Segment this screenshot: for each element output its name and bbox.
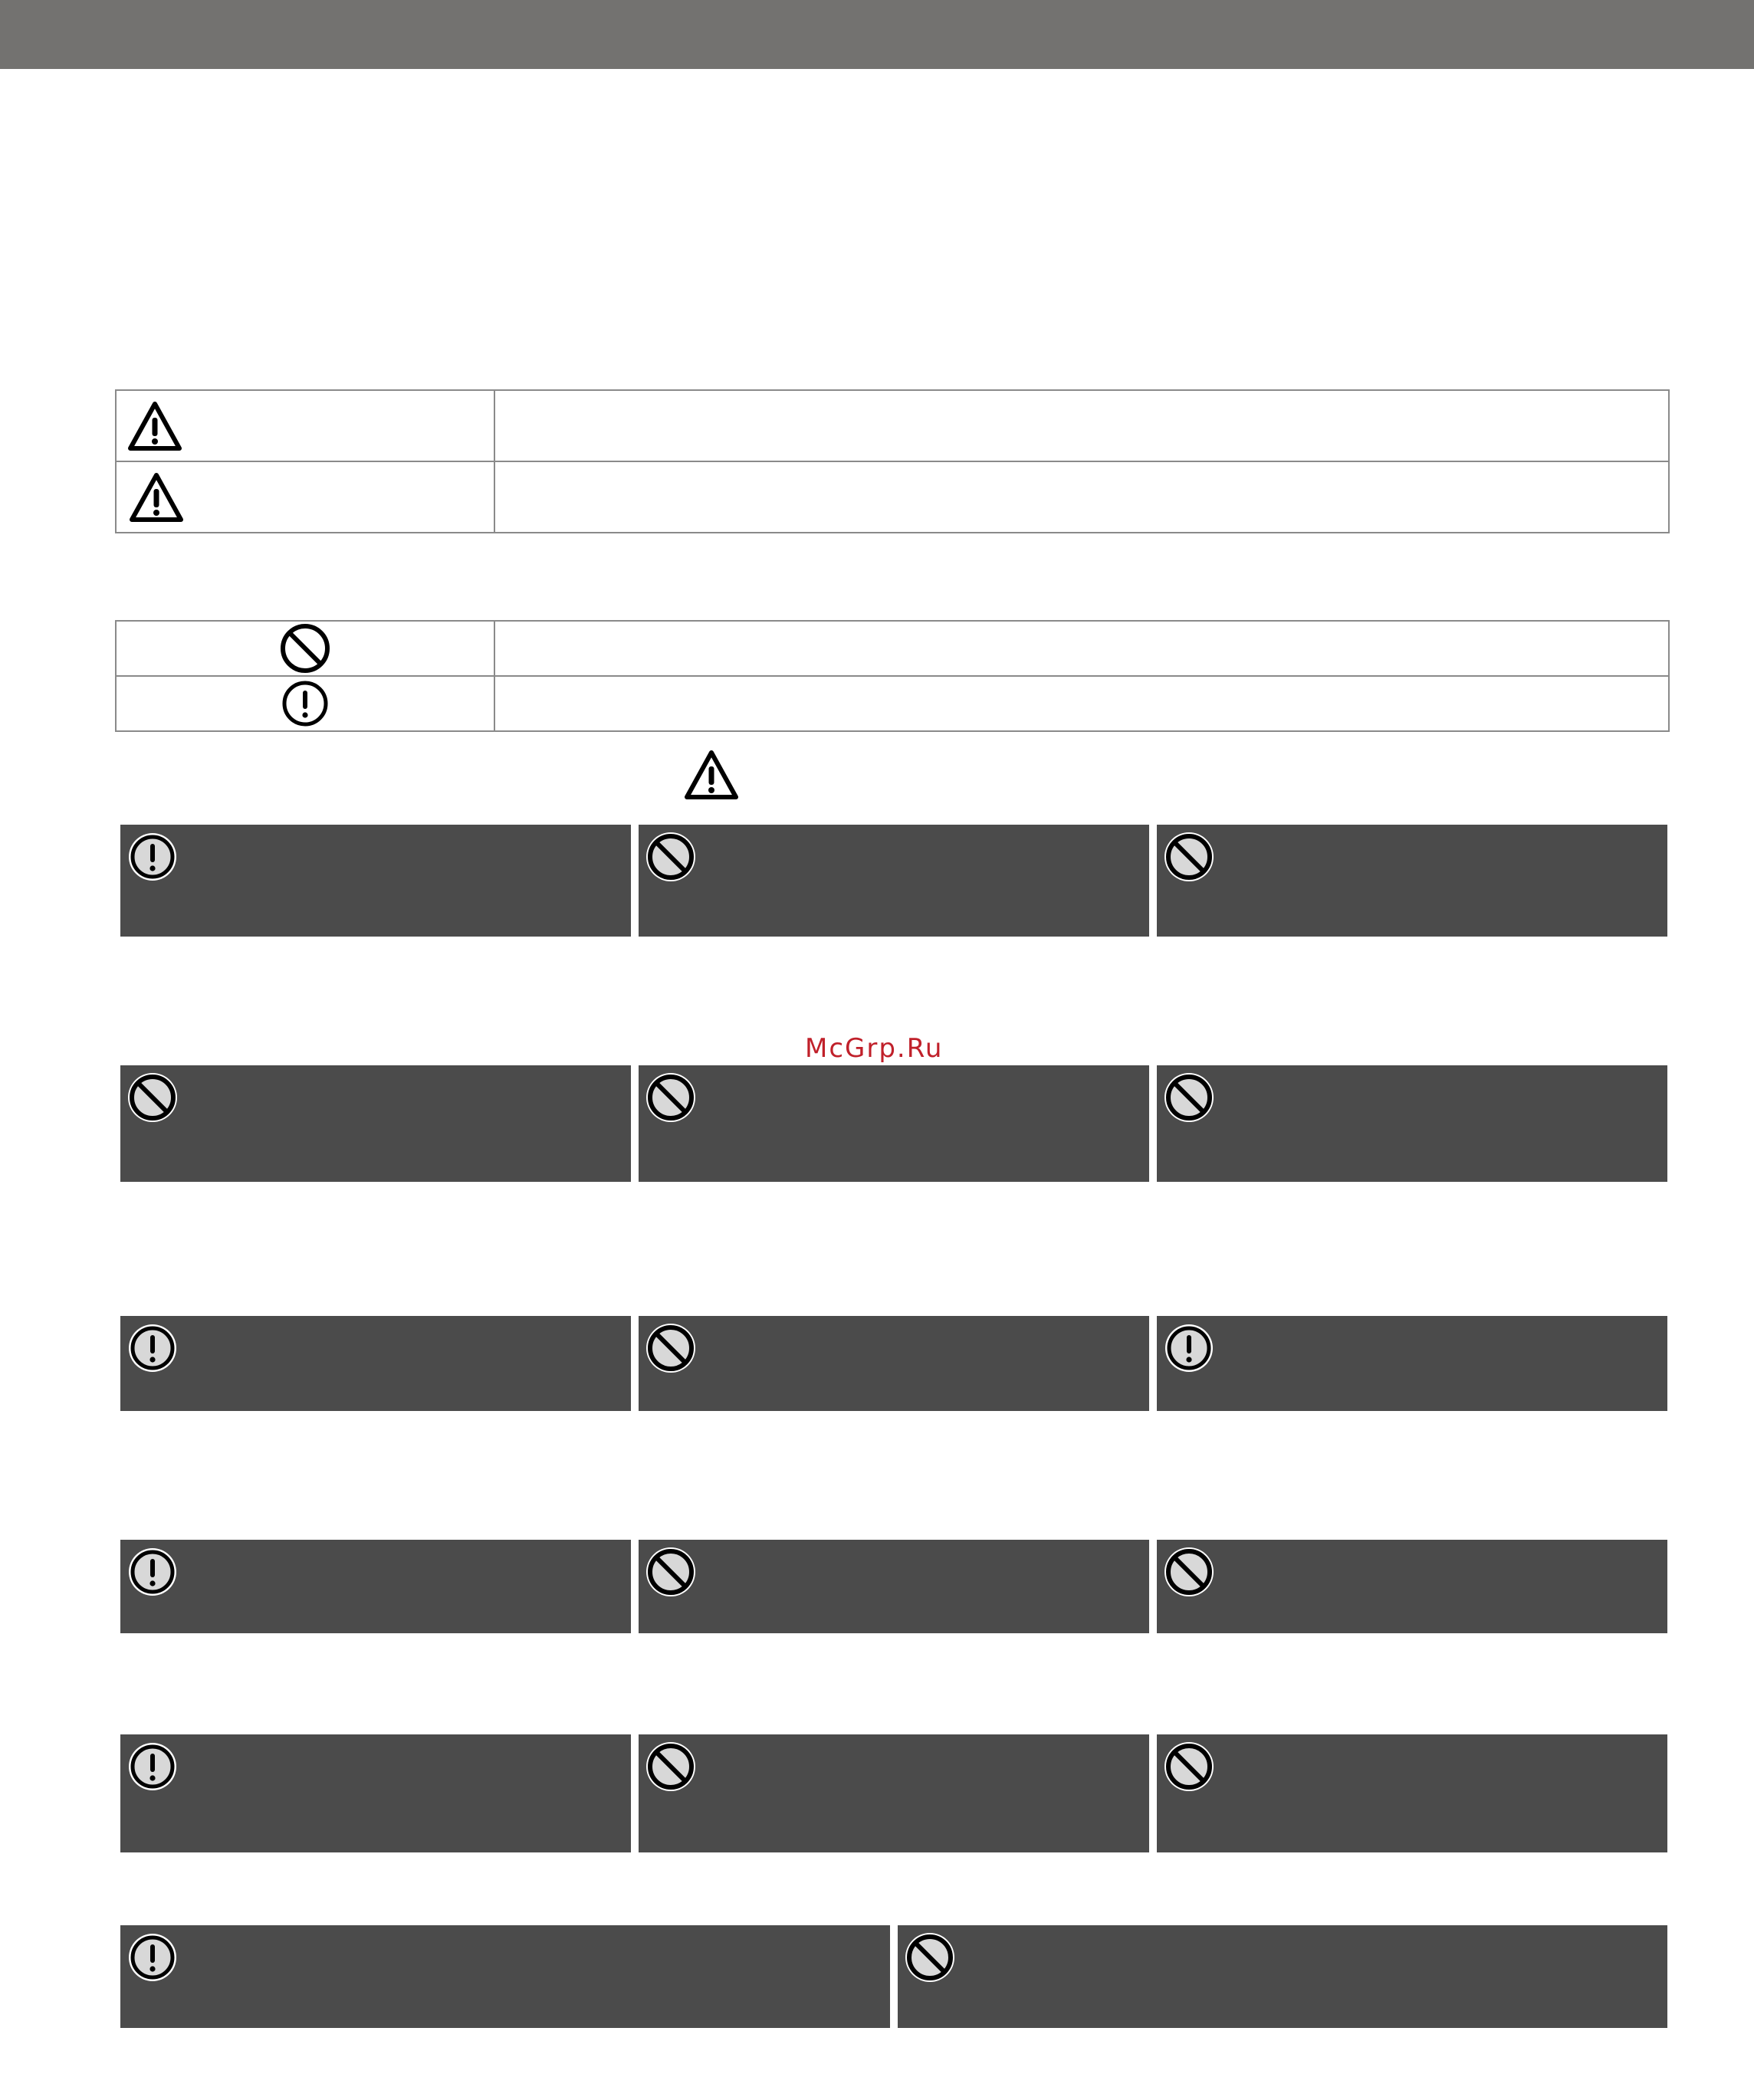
precaution-panel [1157, 1734, 1667, 1852]
precaution-panel [120, 1734, 631, 1852]
mandatory-action-icon [126, 1322, 179, 1374]
symbol-cell [116, 461, 494, 533]
warning-triangle-icon [684, 750, 739, 800]
prohibited-icon [904, 1931, 956, 1984]
precaution-panel [120, 1540, 631, 1633]
mandatory-action-icon [126, 1546, 179, 1598]
header-bar [0, 0, 1754, 69]
prohibited-icon [1163, 1071, 1215, 1124]
precaution-panel [639, 1734, 1149, 1852]
symbol-cell [116, 390, 494, 461]
precaution-panel [120, 1925, 890, 2028]
table-row [116, 676, 1669, 731]
warning-triangle-icon [127, 401, 182, 451]
symbol-description [494, 621, 1669, 676]
table-row [116, 390, 1669, 461]
mandatory-action-icon [126, 1931, 179, 1984]
prohibited-icon [645, 831, 697, 883]
prohibited-icon [645, 1546, 697, 1598]
mandatory-action-icon [126, 1741, 179, 1793]
table-row [116, 621, 1669, 676]
precaution-panel [120, 825, 631, 937]
precaution-panel [1157, 1065, 1667, 1182]
precaution-panel [639, 1540, 1149, 1633]
prohibited-icon [1163, 1546, 1215, 1598]
prohibited-icon [645, 1322, 697, 1374]
table-row [116, 461, 1669, 533]
action-symbol-table [115, 620, 1670, 732]
hazard-symbol-table [115, 389, 1670, 533]
watermark: McGrp.Ru [805, 1033, 944, 1064]
warning-triangle-icon [129, 472, 184, 523]
precaution-panel [120, 1065, 631, 1182]
mandatory-action-icon [1163, 1322, 1215, 1374]
prohibited-icon [280, 623, 330, 674]
precaution-panel [1157, 1316, 1667, 1411]
symbol-description [494, 676, 1669, 731]
precaution-panel [898, 1925, 1667, 2028]
precaution-panel [1157, 825, 1667, 937]
prohibited-icon [1163, 831, 1215, 883]
prohibited-icon [126, 1071, 179, 1124]
mandatory-action-icon [281, 680, 329, 727]
prohibited-icon [645, 1741, 697, 1793]
precaution-panel [120, 1316, 631, 1411]
symbol-cell [116, 621, 494, 676]
prohibited-icon [1163, 1741, 1215, 1793]
prohibited-icon [645, 1071, 697, 1124]
symbol-description [494, 390, 1669, 461]
mandatory-action-icon [126, 831, 179, 883]
symbol-description [494, 461, 1669, 533]
precaution-panel [639, 1065, 1149, 1182]
symbol-cell [116, 676, 494, 731]
precaution-panel [639, 1316, 1149, 1411]
precaution-panel [639, 825, 1149, 937]
precaution-panel [1157, 1540, 1667, 1633]
